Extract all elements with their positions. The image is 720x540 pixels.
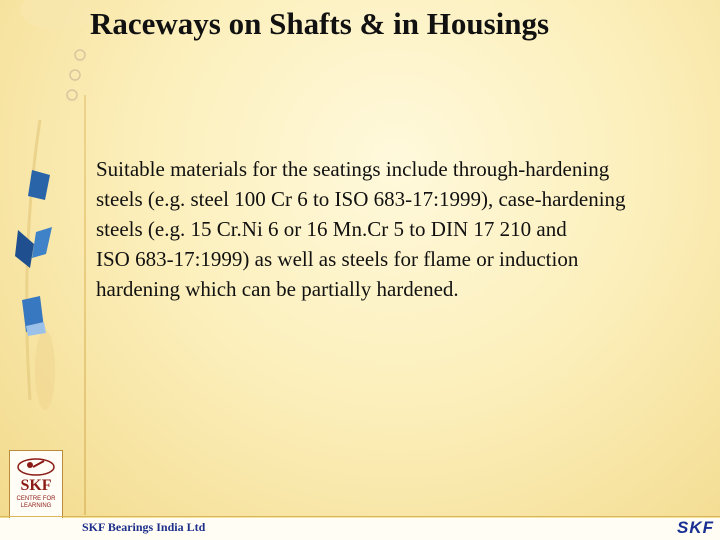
footer-skf-logo: SKF	[677, 518, 714, 537]
logo-brand-text: SKF	[20, 477, 52, 494]
bearing-icon	[14, 455, 58, 477]
footer-company-name: SKF Bearings India Ltd	[82, 520, 206, 534]
logo-subtitle-1: CENTRE FOR	[16, 496, 56, 502]
decorative-squares-icon	[0, 0, 70, 360]
footer-rule	[0, 516, 720, 517]
logo-subtitle-2: LEARNING	[20, 503, 52, 509]
slide-title: Raceways on Shafts & in Housings	[90, 6, 550, 41]
vertical-rule	[84, 95, 86, 515]
slide-body-text: Suitable materials for the seatings include through-hardening steels (e.g. steel 100 Cr 6 to ISO 683-17:1999), case-hardening steels (e.g. 15 Cr.Ni 6 or 16 Mn.Cr 5 to DIN 17 210 and ISO 683-17:1999) as well as steels for flame or induction hardening which can be partially hardened.	[96, 157, 626, 301]
skf-learning-logo	[9, 450, 63, 520]
